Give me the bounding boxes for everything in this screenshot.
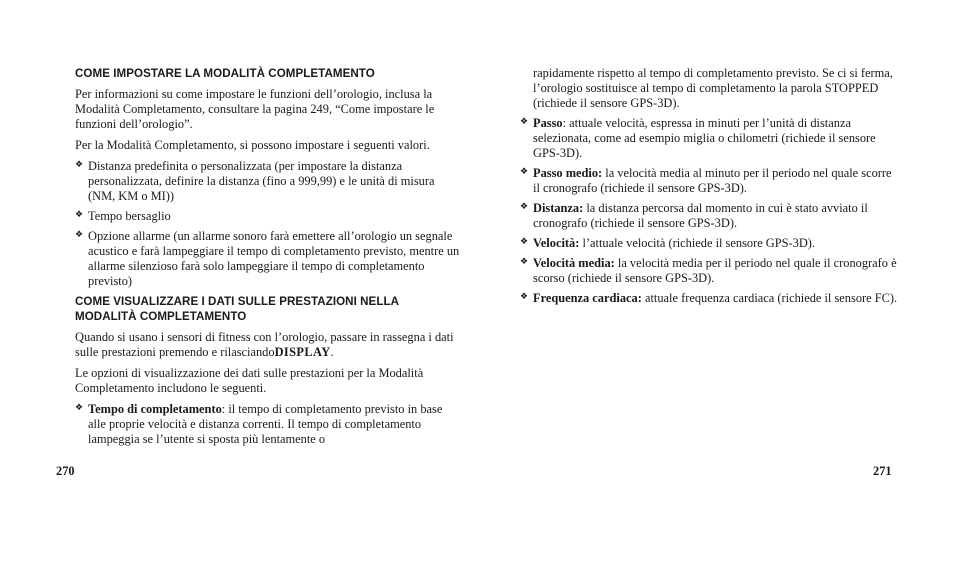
bullet-icon: ❖ bbox=[520, 292, 529, 302]
page-number-right: 271 bbox=[873, 464, 892, 478]
list-item bbox=[520, 236, 900, 251]
list-item-term: Distanza: bbox=[533, 201, 584, 215]
setup-options-list bbox=[75, 159, 460, 289]
bullet-icon: ❖ bbox=[75, 160, 84, 170]
list-item-term: Velocità: bbox=[533, 236, 580, 250]
list-item-term: Velocità media: bbox=[533, 256, 615, 270]
paragraph-display-options: Le opzioni di visualizzazione dei dati sulle prestazioni per la Modalità Completamento includono le seguenti. bbox=[75, 366, 424, 395]
paragraph-setup-values: Per la Modalità Completamento, si possono impostare i seguenti valori. bbox=[75, 138, 430, 152]
list-item-term: Frequenza cardiaca: bbox=[533, 291, 642, 305]
section-heading-display: COME VISUALIZZARE I DATI SULLE PRESTAZIONI NELLA MODALITÀ COMPLETAMENTO bbox=[75, 295, 399, 323]
list-item bbox=[520, 291, 900, 306]
list-item-term: Tempo di completamento bbox=[88, 402, 222, 416]
section-heading-setup: COME IMPOSTARE LA MODALITÀ COMPLETAMENTO bbox=[75, 67, 375, 80]
bullet-icon: ❖ bbox=[520, 117, 529, 127]
bullet-icon: ❖ bbox=[520, 257, 529, 267]
display-options-list-start bbox=[75, 402, 460, 447]
list-item-text: la velocità media al minuto per il periodo nel quale scorre il cronografo (richiede il sensore GPS-3D). bbox=[533, 166, 892, 195]
list-item bbox=[520, 166, 900, 196]
left-page bbox=[75, 66, 460, 452]
bullet-icon: ❖ bbox=[520, 202, 529, 212]
display-options-list bbox=[520, 116, 900, 306]
list-item-text: Distanza predefinita o personalizzata (per impostare la distanza personalizzata, definire la distanza (fino a 999,99) e le unità di misura (NM, KM o MI)) bbox=[88, 159, 435, 203]
list-item-text: attuale frequenza cardiaca (richiede il sensore FC). bbox=[641, 291, 898, 305]
list-item-text: l’attuale velocità (richiede il sensore GPS-3D). bbox=[579, 236, 816, 250]
list-item-text: Opzione allarme (un allarme sonoro farà emettere all’orologio un segnale acustico e farà lampeggiare il tempo di completamento previsto, mentre un allarme silenzioso farà solo lampeggiare il tempo di completamento previsto) bbox=[88, 229, 460, 288]
list-item-text: la velocità media per il periodo nel quale il cronografo è scorso (richiede il sensore GPS-3D). bbox=[533, 256, 897, 285]
list-item-text: : attuale velocità, espressa in minuti per l’unità di distanza selezionata, come ad esempio miglia o chilometri (richiede il sensore GPS-3D). bbox=[533, 116, 876, 160]
list-item-text: : il tempo di completamento previsto in base alle proprie velocità e distanza correnti. Il tempo di completamento lampeggia se l’utente si sposta più lentamente o bbox=[88, 402, 443, 446]
list-item bbox=[75, 229, 460, 289]
list-item bbox=[75, 209, 460, 224]
list-item-term: Passo medio: bbox=[533, 166, 603, 180]
display-button-label: DISPLAY bbox=[274, 345, 331, 359]
list-item bbox=[520, 256, 900, 286]
list-item-term: Passo bbox=[533, 116, 563, 130]
list-item bbox=[75, 402, 460, 447]
list-item-text: Tempo bersaglio bbox=[88, 209, 171, 223]
page-number-left: 270 bbox=[56, 464, 75, 478]
bullet-icon: ❖ bbox=[75, 230, 84, 240]
paragraph-end: . bbox=[330, 345, 334, 359]
list-item bbox=[75, 159, 460, 204]
list-item bbox=[520, 201, 900, 231]
right-page bbox=[520, 66, 900, 311]
paragraph-continuation: rapidamente rispetto al tempo di completamento previsto. Se ci si ferma, l’orologio sostituisce al tempo di completamento la parola STOPPED (richiede il sensore GPS-3D). bbox=[533, 66, 893, 110]
paragraph-setup-info: Per informazioni su come impostare le funzioni dell’orologio, inclusa la Modalità Completamento, consultare la pagina 249, “Come impostare le funzioni dell’orologio”. bbox=[75, 87, 435, 131]
bullet-icon: ❖ bbox=[75, 210, 84, 220]
list-item bbox=[520, 116, 900, 161]
bullet-icon: ❖ bbox=[520, 167, 529, 177]
paragraph-display-info bbox=[75, 330, 460, 360]
bullet-icon: ❖ bbox=[520, 237, 529, 247]
paragraph-text: Quando si usano i sensori di fitness con l’orologio, passare in rassegna i dati sulle prestazioni premendo e rilasciando bbox=[75, 330, 454, 359]
list-item-text: la distanza percorsa dal momento in cui è stato avviato il cronografo (richiede il sensore GPS-3D). bbox=[533, 201, 868, 230]
bullet-icon: ❖ bbox=[75, 403, 84, 413]
